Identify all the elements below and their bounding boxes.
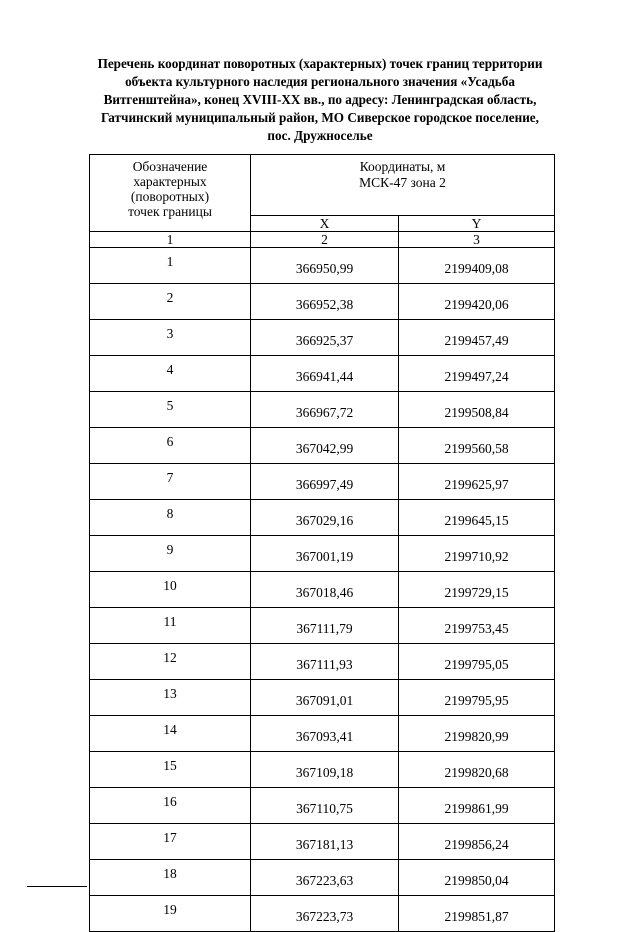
y-coordinate-cell: 2199820,68 xyxy=(399,752,555,788)
table-row xyxy=(90,428,555,464)
point-id-cell: 15 xyxy=(90,752,251,788)
y-coordinate-cell: 2199753,45 xyxy=(399,608,555,644)
table-row xyxy=(90,572,555,608)
point-id-cell: 18 xyxy=(90,860,251,896)
y-coordinate-cell: 2199497,24 xyxy=(399,356,555,392)
x-coordinate-cell: 366941,44 xyxy=(251,356,399,392)
y-coordinate-cell: 2199850,04 xyxy=(399,860,555,896)
table-row xyxy=(90,500,555,536)
y-coordinate-cell: 2199457,49 xyxy=(399,320,555,356)
point-id-cell: 14 xyxy=(90,716,251,752)
y-coordinate-cell: 2199560,58 xyxy=(399,428,555,464)
y-coordinate-cell: 2199508,84 xyxy=(399,392,555,428)
table-row xyxy=(90,320,555,356)
table-row xyxy=(90,788,555,824)
y-coordinate-cell: 2199409,08 xyxy=(399,248,555,284)
title-line: Витгенштейна», конец XVIII-XX вв., по адресу: Ленинградская область, xyxy=(103,92,537,107)
x-coordinate-cell: 367093,41 xyxy=(251,716,399,752)
x-coordinate-cell: 367109,18 xyxy=(251,752,399,788)
x-coordinate-cell: 367110,75 xyxy=(251,788,399,824)
point-id-cell: 9 xyxy=(90,536,251,572)
point-id-cell: 13 xyxy=(90,680,251,716)
y-coordinate-cell: 2199795,05 xyxy=(399,644,555,680)
x-coordinate-cell: 366997,49 xyxy=(251,464,399,500)
point-id-cell: 17 xyxy=(90,824,251,860)
x-coordinate-cell: 366950,99 xyxy=(251,248,399,284)
table-row xyxy=(90,860,555,896)
y-coordinate-cell: 2199795,95 xyxy=(399,680,555,716)
x-coordinate-cell: 367111,79 xyxy=(251,608,399,644)
point-id-cell: 11 xyxy=(90,608,251,644)
column-number: 1 xyxy=(90,232,251,248)
column-number: 2 xyxy=(251,232,399,248)
point-id-cell: 2 xyxy=(90,284,251,320)
title-line: пос. Дружноселье xyxy=(267,128,373,143)
table-row xyxy=(90,896,555,932)
x-coordinate-cell: 367223,63 xyxy=(251,860,399,896)
point-id-cell: 12 xyxy=(90,644,251,680)
x-coordinate-cell: 367111,93 xyxy=(251,644,399,680)
y-coordinate-cell: 2199645,15 xyxy=(399,500,555,536)
x-coordinate-cell: 367223,73 xyxy=(251,896,399,932)
y-coordinate-cell: 2199820,99 xyxy=(399,716,555,752)
document-title xyxy=(60,55,580,145)
table-row xyxy=(90,356,555,392)
x-coordinate-cell: 367042,99 xyxy=(251,428,399,464)
point-id-cell: 19 xyxy=(90,896,251,932)
table-row xyxy=(90,536,555,572)
point-id-cell: 16 xyxy=(90,788,251,824)
y-coordinate-cell: 2199856,24 xyxy=(399,824,555,860)
table-row xyxy=(90,680,555,716)
x-coordinate-cell: 366925,37 xyxy=(251,320,399,356)
point-id-cell: 10 xyxy=(90,572,251,608)
table-row xyxy=(90,824,555,860)
point-id-cell: 1 xyxy=(90,248,251,284)
y-coordinate-cell: 2199420,06 xyxy=(399,284,555,320)
y-coordinate-cell: 2199729,15 xyxy=(399,572,555,608)
coordinates-table xyxy=(89,154,555,932)
y-coordinate-cell: 2199710,92 xyxy=(399,536,555,572)
y-coordinate-cell: 2199861,99 xyxy=(399,788,555,824)
x-coordinate-cell: 367018,46 xyxy=(251,572,399,608)
column-number: 3 xyxy=(399,232,555,248)
table-row xyxy=(90,716,555,752)
point-id-cell: 3 xyxy=(90,320,251,356)
x-coordinate-cell: 367001,19 xyxy=(251,536,399,572)
x-coordinate-cell: 367181,13 xyxy=(251,824,399,860)
y-coordinate-cell: 2199625,97 xyxy=(399,464,555,500)
point-id-cell: 5 xyxy=(90,392,251,428)
point-id-cell: 6 xyxy=(90,428,251,464)
y-coordinate-cell: 2199851,87 xyxy=(399,896,555,932)
header-coordinates: Координаты, м МСК-47 зона 2 xyxy=(251,155,555,216)
table-row xyxy=(90,392,555,428)
x-coordinate-cell: 366952,38 xyxy=(251,284,399,320)
x-coordinate-cell: 367029,16 xyxy=(251,500,399,536)
table-row xyxy=(90,284,555,320)
header-axis-y: Y xyxy=(399,216,555,232)
x-coordinate-cell: 366967,72 xyxy=(251,392,399,428)
x-coordinate-cell: 367091,01 xyxy=(251,680,399,716)
point-id-cell: 4 xyxy=(90,356,251,392)
table-row xyxy=(90,464,555,500)
footnote-divider xyxy=(27,886,87,887)
title-line: Перечень координат поворотных (характерных) точек границ территории xyxy=(97,56,543,71)
table-row xyxy=(90,608,555,644)
header-axis-x: X xyxy=(251,216,399,232)
table-row xyxy=(90,248,555,284)
title-line: Гатчинский муниципальный район, МО Сиверское городское поселение, xyxy=(101,110,539,125)
point-id-cell: 7 xyxy=(90,464,251,500)
point-id-cell: 8 xyxy=(90,500,251,536)
title-line: объекта культурного наследия регионального значения «Усадьба xyxy=(125,74,515,89)
table-row xyxy=(90,752,555,788)
header-point-designation: Обозначение характерных (поворотных) точек границы xyxy=(90,155,251,232)
table-row xyxy=(90,644,555,680)
